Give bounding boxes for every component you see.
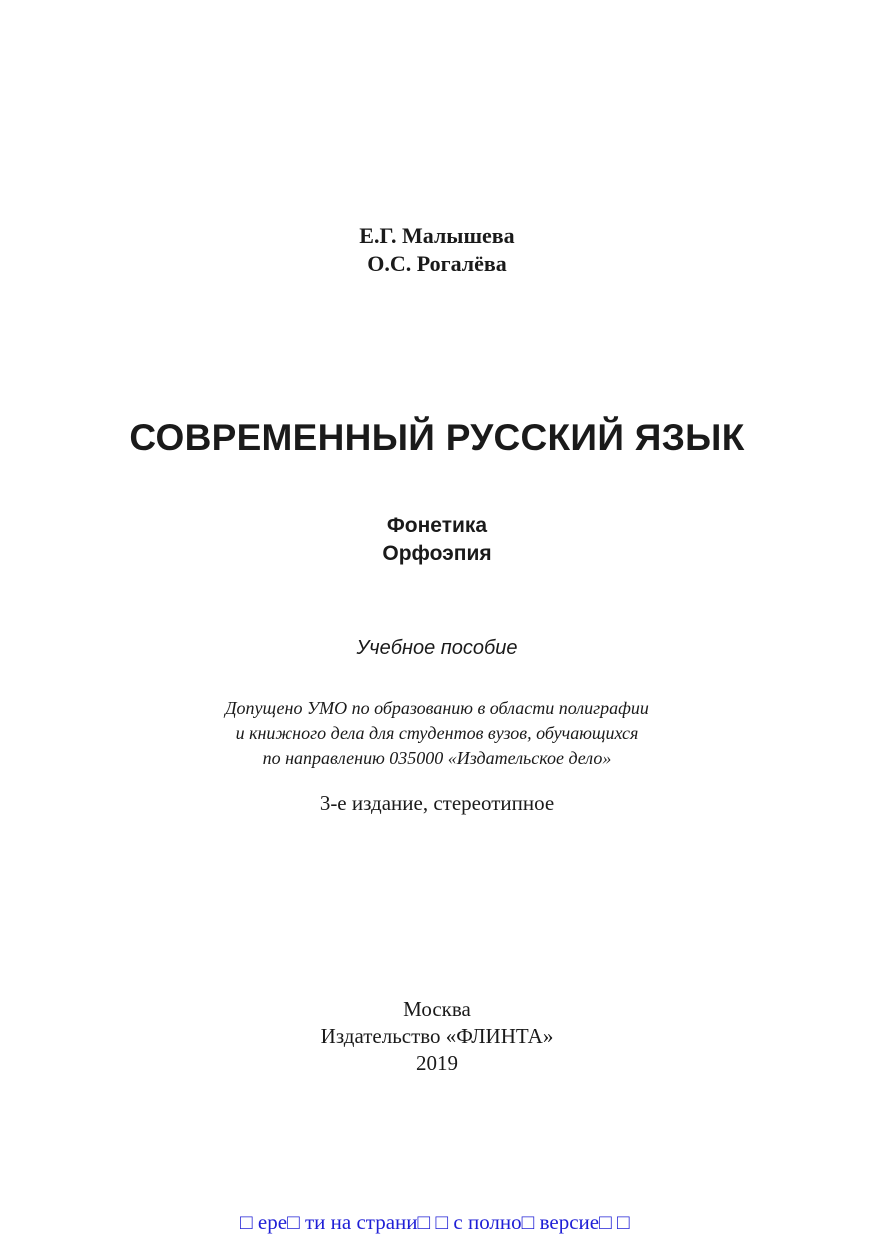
book-title: СОВРЕМЕННЫЙ РУССКИЙ ЯЗЫК xyxy=(129,417,745,458)
imprint-city: Москва xyxy=(403,997,471,1021)
author-name: О.С. Рогалёва xyxy=(367,251,507,276)
subtitle-line: Фонетика xyxy=(386,514,488,537)
approval-line: Допущено УМО по образованию в области полиграфии xyxy=(225,698,649,718)
imprint-publisher: Издательство «ФЛИНТА» xyxy=(320,1024,554,1048)
approval-note xyxy=(0,696,874,771)
subtitle-block xyxy=(0,512,874,568)
approval-line: и книжного дела для студентов вузов, обучающихся xyxy=(235,723,639,743)
imprint-year: 2019 xyxy=(416,1051,458,1075)
authors-block xyxy=(0,222,874,278)
full-version-link[interactable]: □ ере□ ти на страни□ □ с полно□ версие□ □ xyxy=(240,1210,630,1234)
edition-note: 3-е издание, стереотипное xyxy=(319,791,555,815)
author-name: Е.Г. Малышева xyxy=(359,223,515,248)
subtitle-line: Орфоэпия xyxy=(382,542,492,565)
imprint-block xyxy=(0,996,874,1077)
approval-line: по направлению 035000 «Издательское дело» xyxy=(262,748,612,768)
document-type: Учебное пособие xyxy=(356,637,518,659)
